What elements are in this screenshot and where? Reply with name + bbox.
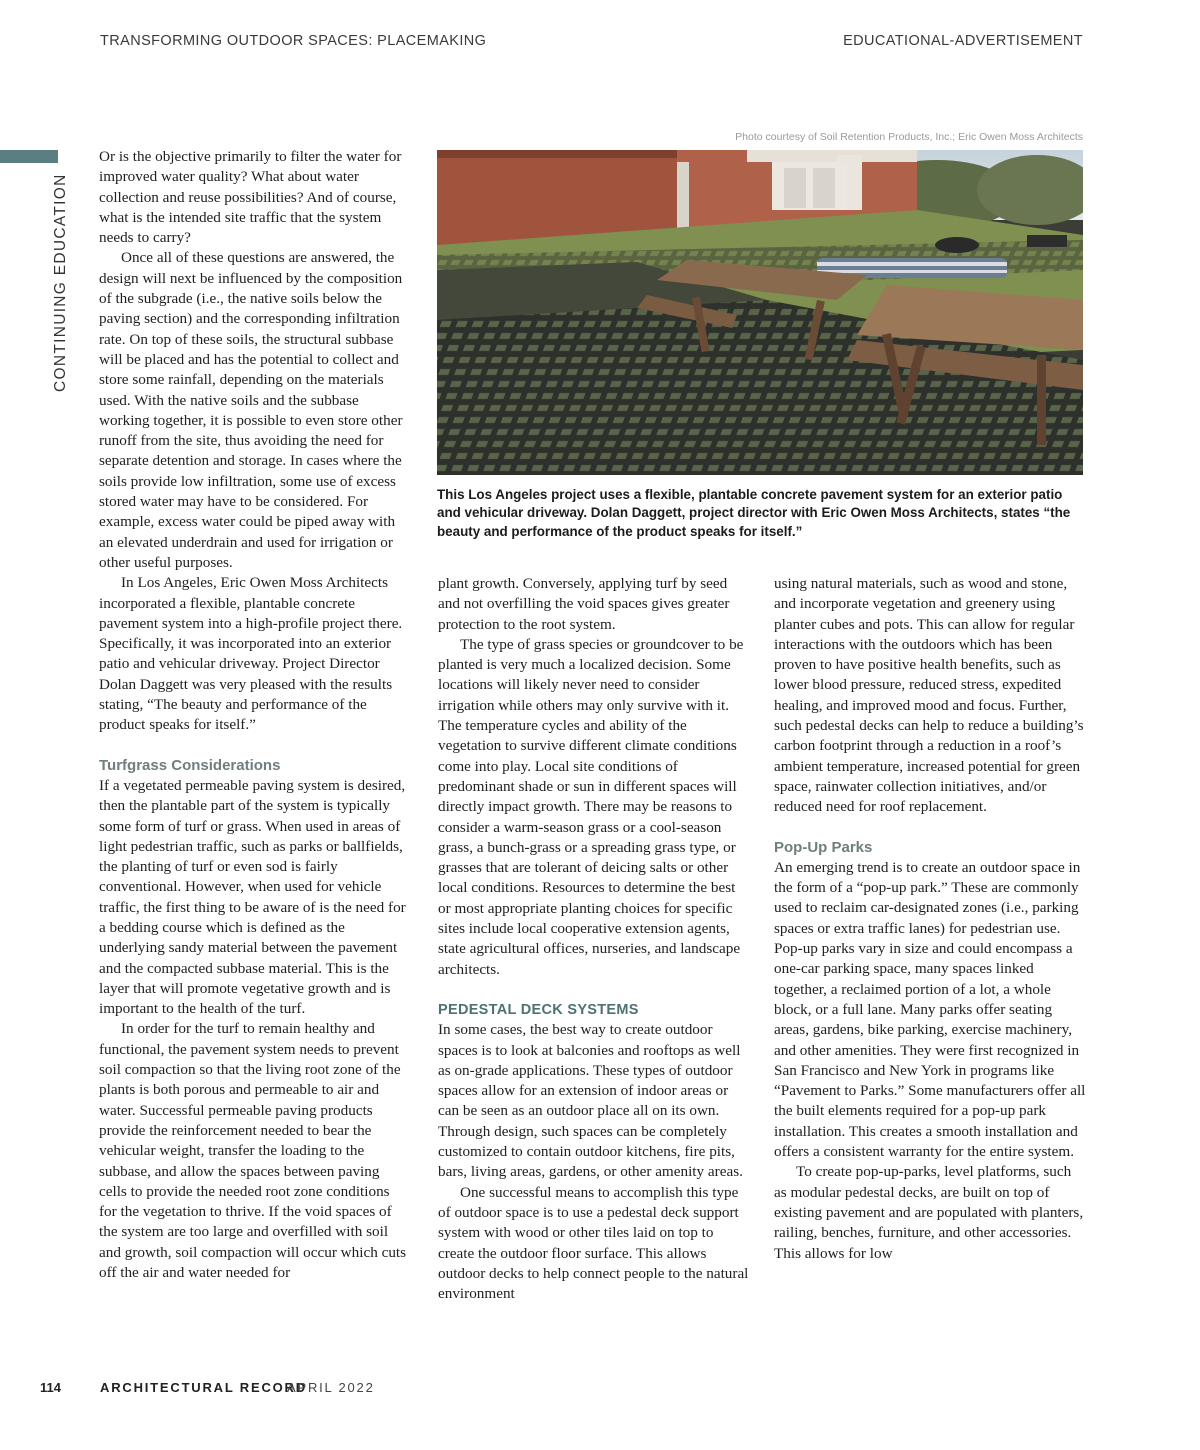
section-heading-pedestal-deck: PEDESTAL DECK SYSTEMS [438, 1001, 639, 1018]
photo-caption: This Los Angeles project uses a flexible, plantable concrete pavement system for an exterior patio and vehicular driveway. Dolan Daggett, project director with Eric Owen Moss Architects, states “the beauty and performance of the product speaks for itself.” [437, 487, 1071, 539]
paragraph: If a vegetated permeable paving system is desired, then the plantable part of the system is typically some form of turf or grass. When used in areas of light pedestrian traffic, such as parks or ballfields, the planting of turf or even sod is fairly conventional. However, when used for vehicle traffic, the first thing to be aware of is the need for a bedding course which is defined as the underlying sandy material between the pavement and the compacted subbase material. This is the layer that will promote vegetative growth and is important to the health of the turf. [99, 776, 406, 1018]
paragraph: In order for the turf to remain healthy and functional, the pavement system needs to prevent soil compaction so that the living root zone of the plants is both porous and permeable to air and water. Successful permeable paving products provide the reinforcement needed to bear the vehicular weight, transfer the loading to the subbase, and allow the spaces between paving cells to provide the needed root zone conditions for the vegetation to thrive. If the void spaces of the system are too large and overfilled with soil and growth, soil compaction will occur which cuts off the air and water needed for [99, 1020, 407, 1282]
running-head-right: EDUCATIONAL-ADVERTISEMENT [843, 33, 1083, 49]
page-number: 114 [40, 1380, 61, 1395]
paragraph: An emerging trend is to create an outdoor space in the form of a “pop-up park.” These are commonly used to reclaim car-designated zones (i.e., parking spaces or extra traffic lanes) for pedestrian use. Pop-up parks vary in size and could encompass a one-car parking space, many spaces linked together, a reclaimed portion of a lot, a whole block, or a full lane. Many parks offer seating areas, gardens, bike parking, exercise machinery, and other amenities. They were first recognized in San Francisco and New York in programs like “Pavement to Parks.” Some manufacturers offer all the built elements required for a pop-up park installation. This creates a smooth installation and offers a consistent warranty for the entire system. [774, 858, 1086, 1161]
paragraph: In some cases, the best way to create outdoor spaces is to look at balconies and rooftops as well as on-grade applications. These types of outdoor spaces allow for an extension of indoor areas or can be seen as an outdoor place all on its own. Through design, such spaces can be completely customized to contain outdoor kitchens, fire pits, bars, living areas, gardens, or other amenity areas. [438, 1021, 743, 1181]
subheading-pop-up-parks: Pop-Up Parks [774, 838, 873, 856]
section-tab [0, 150, 58, 163]
subheading-turfgrass: Turfgrass Considerations [99, 756, 281, 774]
paragraph: Once all of these questions are answered, the design will next be influenced by the composition of the subgrade (i.e., the native soils below the paving section) and the corresponding infiltration rate. On top of these soils, the structural subbase will be placed and has the potential to collect and store some rainfall, depending on the materials used. With the native soils and the subbase working together, it is possible to even store other runoff from the site, thus avoiding the need for separate detention and storage. In cases where the soils provide low infiltration, some use of excess stored water may have to be considered. For example, excess water could be piped away with an elevated underdrain and used for irrigation or other useful purposes. [99, 249, 403, 571]
paragraph: using natural materials, such as wood and stone, and incorporate vegetation and greenery using planter cubes and pots. This can allow for regular interactions with the outdoors which has been proven to have positive health benefits, such as lower blood pressure, reduced stress, expedited healing, and improved mood and focus. Further, such pedestal decks can help to reduce a building’s carbon footprint through a reduction in a roof’s ambient temperature, increased potential for green space, rainwater collection initiatives, and/or reduced need for roof replacement. [774, 575, 1084, 816]
photo-credit: Photo courtesy of Soil Retention Products, Inc.; Eric Owen Moss Architects [735, 131, 1083, 143]
issue-date: APRIL 2022 [287, 1380, 375, 1395]
paragraph: To create pop-up-parks, level platforms, such as modular pedestal decks, are built on top of existing pavement and are populated with planters, railing, benches, furniture, and other accessories. This allows for low [774, 1163, 1084, 1262]
paragraph: The type of grass species or groundcover to be planted is very much a localized decision. Some locations will likely never need to consider irrigation while others may only survive with it. The temperature cycles and ability of the vegetation to survive different climate conditions come into play. Local site conditions of predominant shade or sun in different spaces will directly impact growth. There may be reasons to consider a warm-season grass or a cool-season grass, a bunch-grass or a spreading grass type, or grasses that are tolerant of deicing salts or other local conditions. Resources to determine the best or most appropriate planting choices for specific sites include local cooperative extension agents, state agricultural offices, nurseries, and landscape architects. [438, 635, 744, 978]
paragraph: plant growth. Conversely, applying turf by seed and not overfilling the void spaces gives greater protection to the root system. [438, 575, 730, 633]
paragraph: In Los Angeles, Eric Owen Moss Architects incorporated a flexible, plantable concrete pavement system into a high-profile project there. Specifically, it was incorporated into an exterior patio and vehicular driveway. Project Director Dolan Daggett was very pleased with the results stating, “The beauty and performance of the product speaks for itself.” [99, 574, 403, 734]
magazine-name: ARCHITECTURAL RECORD [100, 1380, 307, 1395]
paragraph: One successful means to accomplish this type of outdoor space is to use a pedestal deck support system with wood or other tiles laid on top to create the outdoor floor surface. This allows outdoor decks to help connect people to the natural environment [438, 1183, 749, 1303]
text-column-1 [99, 147, 411, 1283]
text-column-2 [438, 574, 750, 1304]
patio-photo [437, 150, 1083, 475]
running-head-left: TRANSFORMING OUTDOOR SPACES: PLACEMAKING [100, 33, 487, 49]
side-section-label: CONTINUING EDUCATION [52, 173, 69, 392]
paragraph: Or is the objective primarily to filter the water for improved water quality? What about water collection and reuse possibilities? And of course, what is the intended site traffic that the system needs to carry? [99, 148, 402, 247]
text-column-3 [774, 574, 1086, 1264]
